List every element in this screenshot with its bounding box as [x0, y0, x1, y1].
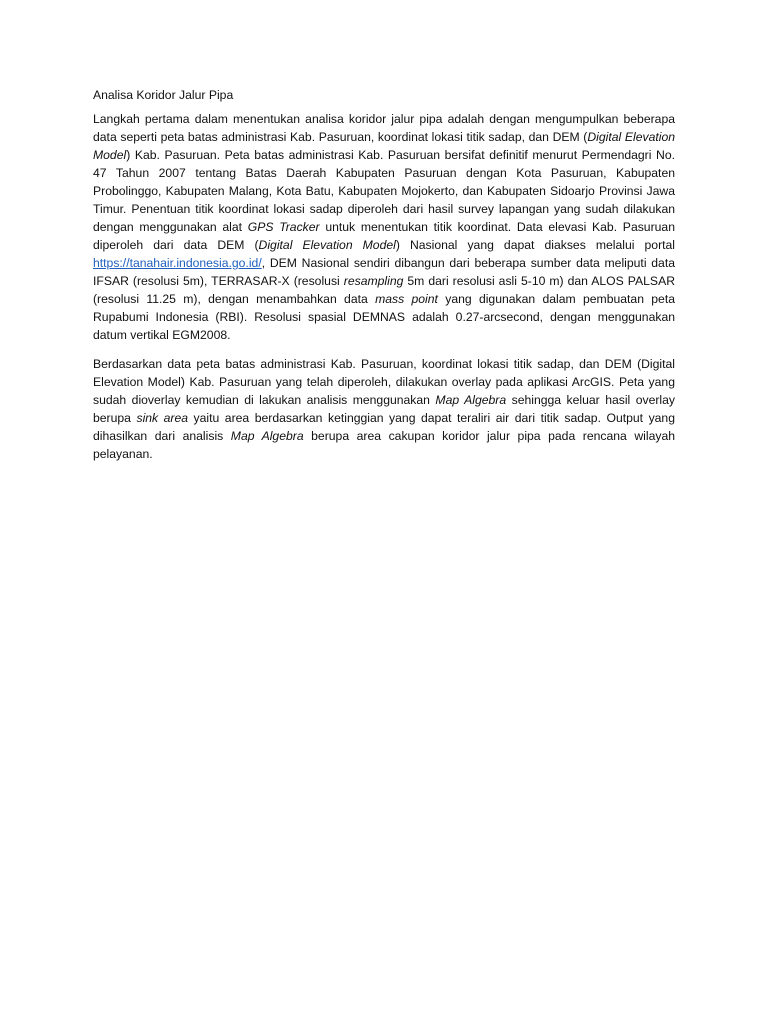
paragraph-1-text-3: untuk menentukan titik koordinat. Data elevasi Kab. Pasuruan diperoleh dari data DEM (	[93, 220, 675, 252]
paragraph-2-text-1: Berdasarkan data peta batas administrasi Kab. Pasuruan, koordinat lokasi titik sadap, dan DEM (Digital Elevation Model) Kab. Pasuruan yang telah diperoleh, dilakukan overlay pada aplikasi ArcGIS. Peta yang sudah dioverlay kemudian di lakukan analisis menggunakan	[93, 357, 675, 407]
paragraph-1-text-4: ) Nasional yang dapat diakses melalui portal	[395, 238, 675, 252]
paragraph-1-text-5: , DEM Nasional sendiri dibangun dari beberapa sumber data meliputi data IFSAR (resolusi 5m), TERRASAR-X (resolusi	[93, 256, 675, 288]
paragraph-1-text-1: Langkah pertama dalam menentukan analisa koridor jalur pipa adalah dengan mengumpulkan beberapa data seperti peta batas administrasi Kab. Pasuruan, koordinat lokasi titik sadap, dan DEM (	[93, 112, 675, 144]
paragraph-2-italic-2: sink area	[136, 411, 189, 425]
paragraph-2-text-2: sehingga keluar hasil overlay berupa	[93, 393, 676, 425]
paragraph-2-italic-3: Map Algebra	[230, 429, 304, 443]
paragraph-1-italic-1: Digital Elevation Model	[93, 130, 675, 162]
paragraph-1-italic-5: mass point	[375, 292, 438, 306]
paragraph-1-italic-4: resampling	[343, 274, 404, 288]
document-title: Analisa Koridor Jalur Pipa	[93, 88, 234, 102]
paragraph-1	[93, 110, 675, 344]
document-page	[93, 86, 675, 474]
paragraph-2-text-4: berupa area cakupan koridor jalur pipa pada rencana wilayah pelayanan.	[93, 429, 676, 461]
paragraph-1-italic-2: GPS Tracker	[247, 220, 320, 234]
paragraph-2-text-3: yaitu area berdasarkan ketinggian yang dapat teraliri air dari titik sadap. Output yang dihasilkan dari analisis	[93, 411, 675, 443]
paragraph-2	[93, 355, 675, 463]
paragraph-1-text-6: 5m dari resolusi asli 5-10 m) dan ALOS PALSAR (resolusi 11.25 m), dengan menambahkan data	[93, 274, 675, 306]
paragraph-1-text-7: yang digunakan dalam pembuatan peta Rupabumi Indonesia (RBI). Resolusi spasial DEMNAS adalah 0.27-arcsecond, dengan menggunakan datum vertikal EGM2008.	[93, 292, 675, 342]
paragraph-2-italic-1: Map Algebra	[435, 393, 507, 407]
paragraph-1-text-2: ) Kab. Pasuruan. Peta batas administrasi Kab. Pasuruan bersifat definitif menurut Permendagri No. 47 Tahun 2007 tentang Batas Daerah Kabupaten Pasuruan dengan Kota Pasuruan, Kabupaten Probolinggo, Kabupaten Malang, Kota Batu, Kabupaten Mojokerto, dan Kabupaten Sidoarjo Provinsi Jawa Timur. Penentuan titik koordinat lokasi sadap diperoleh dari hasil survey lapangan yang sudah dilakukan dengan menggunakan alat	[93, 148, 675, 234]
portal-link[interactable]: https://tanahair.indonesia.go.id/	[93, 256, 262, 270]
paragraph-1-italic-3: Digital Elevation Model	[258, 238, 396, 252]
